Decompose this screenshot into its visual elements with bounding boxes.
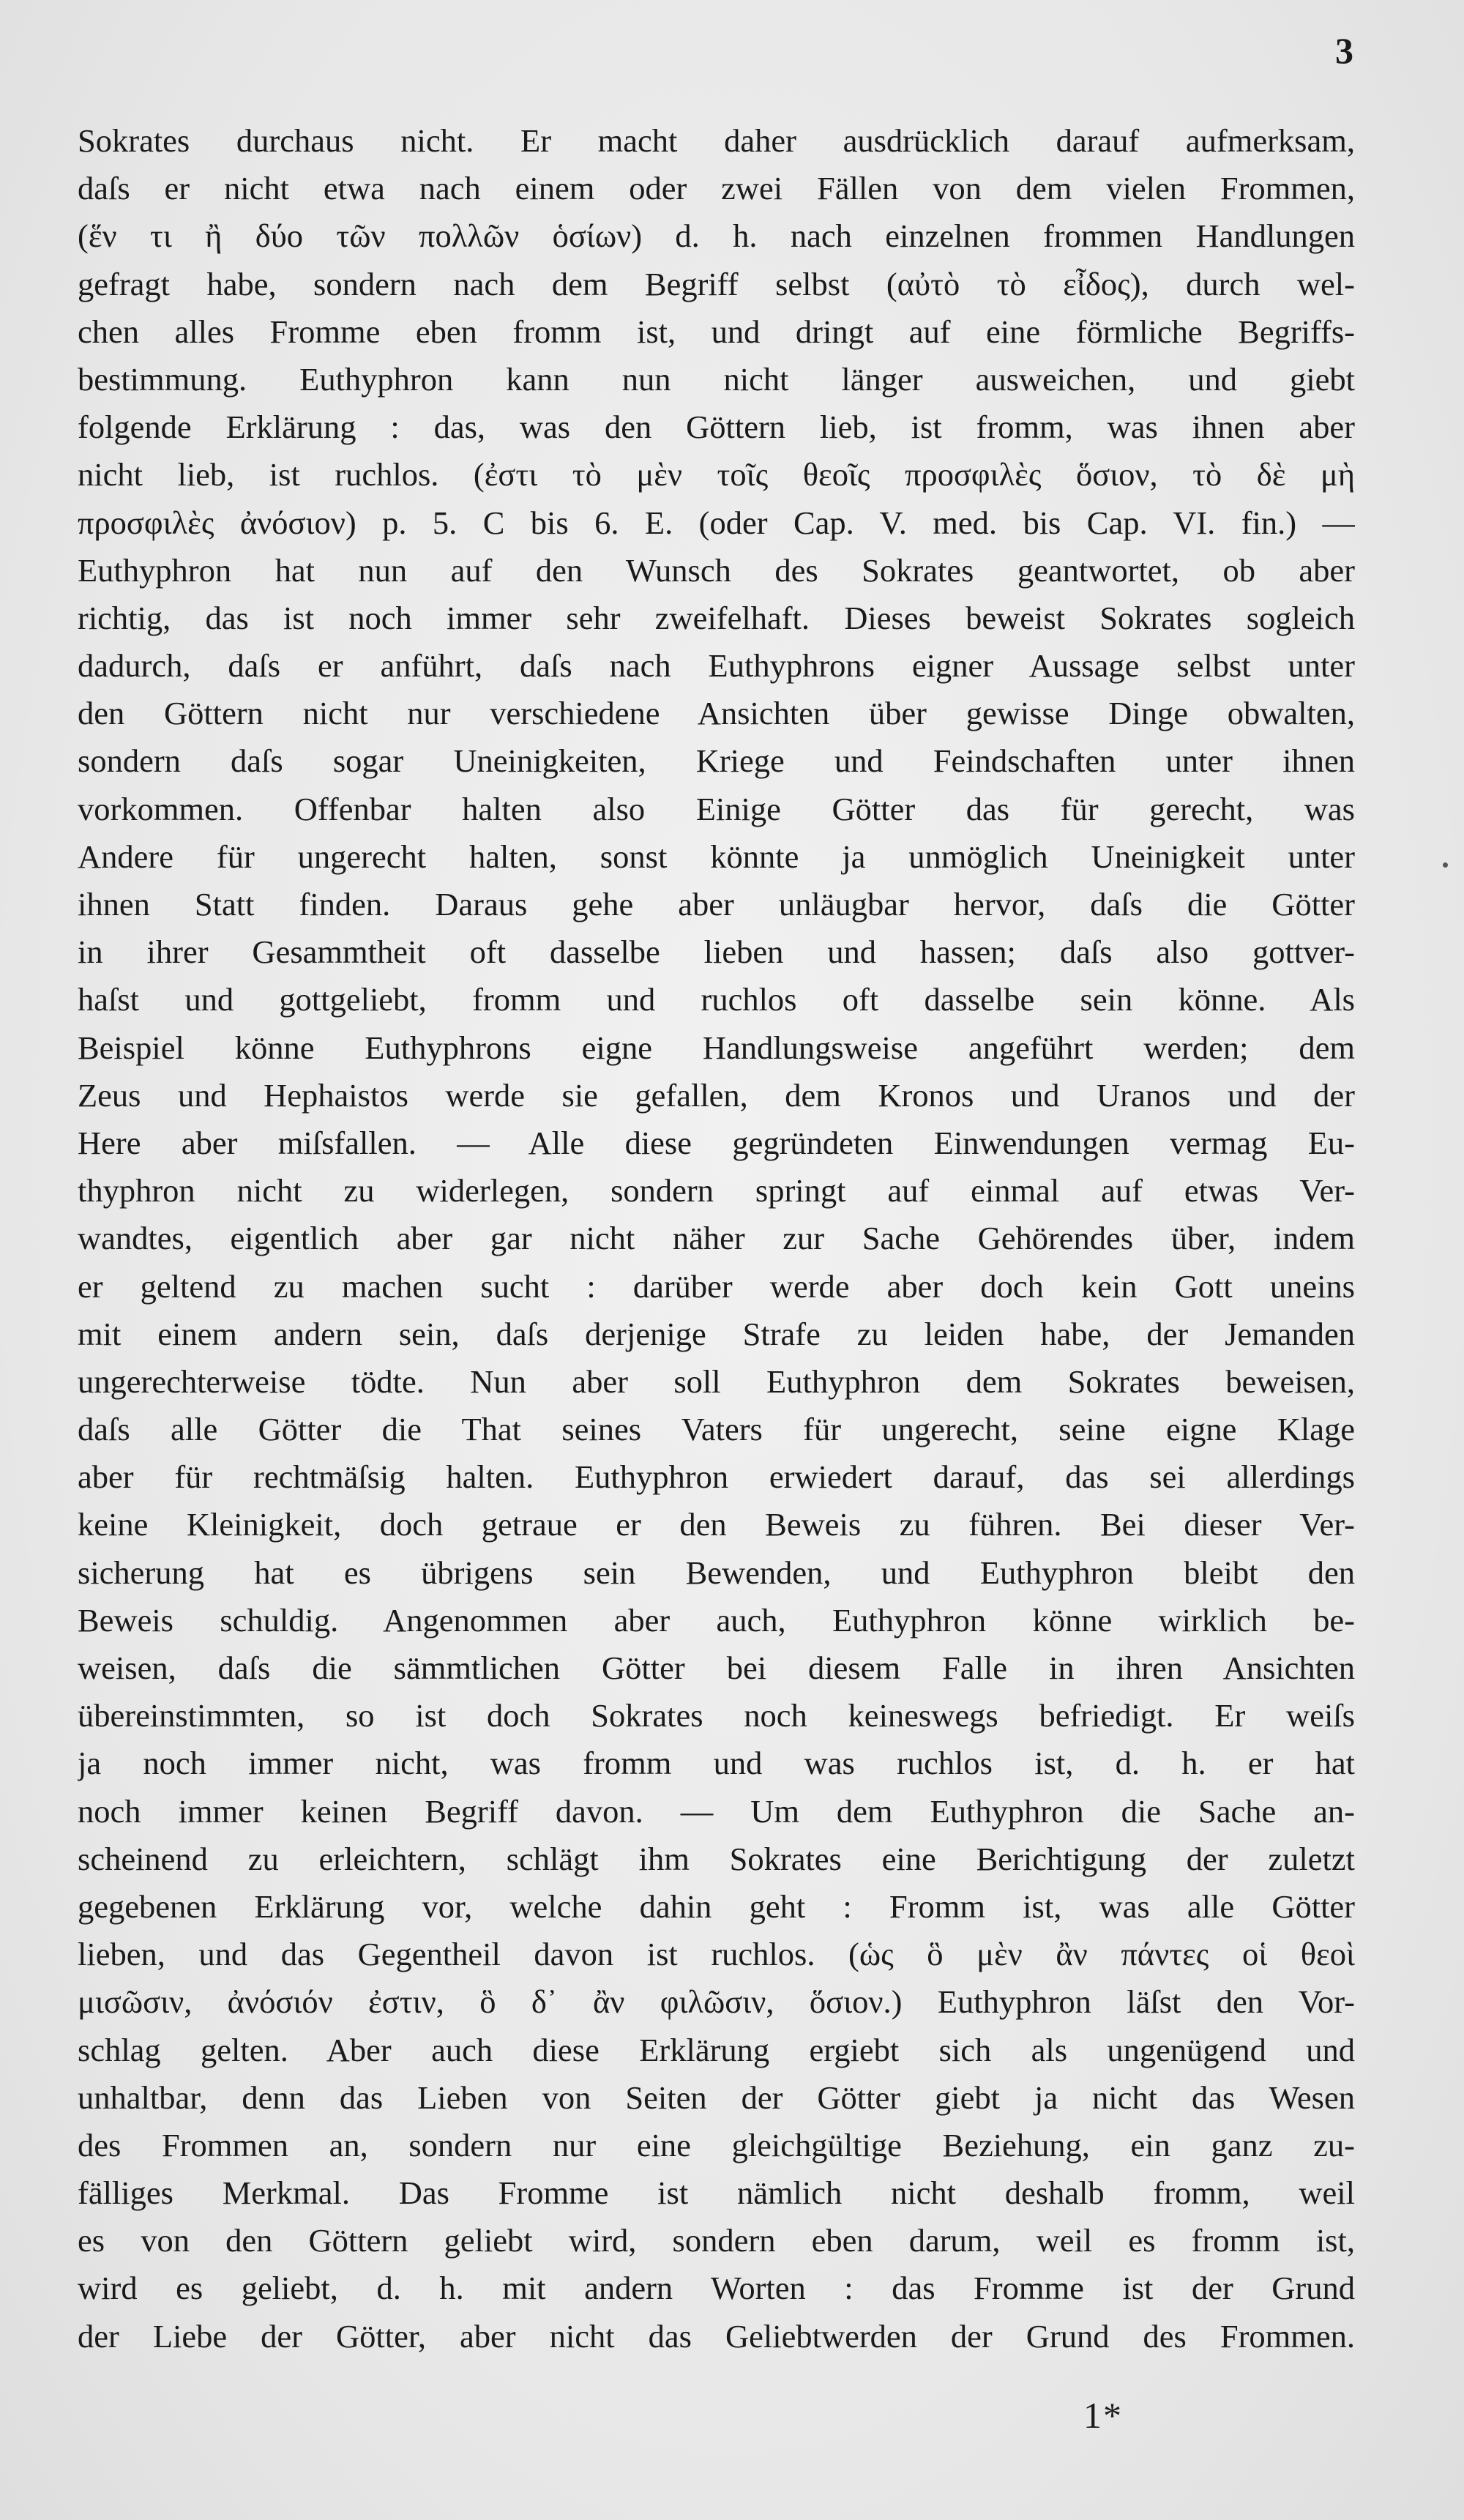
text-line: des Frommen an, sondern nur eine gleichgültige Beziehung, ein ganz zu-	[78, 2126, 1355, 2163]
text-line: keine Kleinigkeit, doch getraue er den Beweis zu führen. Bei dieser Ver-	[78, 1506, 1355, 1543]
text-line: thyphron nicht zu widerlegen, sondern springt auf einmal auf etwas Ver-	[78, 1172, 1355, 1209]
text-line: bestimmung. Euthyphron kann nun nicht länger ausweichen, und giebt	[78, 360, 1355, 398]
text-line: unhaltbar, denn das Lieben von Seiten der Götter giebt ja nicht das Wesen	[78, 2079, 1355, 2116]
text-line: noch immer keinen Begriff davon. — Um dem Euthyphron die Sache an-	[78, 1792, 1355, 1830]
text-line: ja noch immer nicht, was fromm und was ruchlos ist, d. h. er hat	[78, 1745, 1355, 1782]
text-line: daſs er nicht etwa nach einem oder zwei Fällen von dem vielen Frommen,	[78, 170, 1355, 207]
text-line: Here aber miſsfallen. — Alle diese gegründeten Einwendungen vermag Eu-	[78, 1124, 1355, 1161]
text-line: sondern daſs sogar Uneinigkeiten, Kriege und Feindschaften unter ihnen	[78, 742, 1355, 780]
text-line: gefragt habe, sondern nach dem Begriff selbst (αὐτὸ τὸ εἶδος), durch wel-	[78, 265, 1355, 302]
text-line: weisen, daſs die sämmtlichen Götter bei diesem Falle in ihren Ansichten	[78, 1649, 1355, 1686]
text-line: er geltend zu machen sucht : darüber werde aber doch kein Gott uneins	[78, 1267, 1355, 1305]
text-line: wird es geliebt, d. h. mit andern Worten : das Fromme ist der Grund	[78, 2270, 1355, 2307]
text-line: aber für rechtmäſsig halten. Euthyphron erwiedert darauf, das sei allerdings	[78, 1458, 1355, 1496]
text-line: übereinstimmten, so ist doch Sokrates noch keineswegs befriedigt. Er weiſs	[78, 1697, 1355, 1734]
text-line: dadurch, daſs er anführt, daſs nach Euthyphrons eigner Aussage selbst unter	[78, 647, 1355, 685]
text-line: es von den Göttern geliebt wird, sondern eben darum, weil es fromm ist,	[78, 2222, 1355, 2259]
text-line: lieben, und das Gegentheil davon ist ruchlos. (ὡς ὃ μὲν ἂν πάντες οἱ θεοὶ	[78, 1936, 1355, 1973]
text-line: daſs alle Götter die That seines Vaters für ungerecht, seine eigne Klage	[78, 1411, 1355, 1448]
text-line: ihnen Statt finden. Daraus gehe aber unläugbar hervor, daſs die Götter	[78, 886, 1355, 922]
text-line: schlag gelten. Aber auch diese Erklärung ergiebt sich als ungenügend und	[78, 2031, 1355, 2068]
page-number: 3	[1335, 30, 1354, 71]
text-line: Zeus und Hephaistos werde sie gefallen, dem Kronos und Uranos und der	[78, 1076, 1355, 1114]
text-line: chen alles Fromme eben fromm ist, und dringt auf eine förmliche Begriffs-	[78, 313, 1355, 350]
text-line: haſst und gottgeliebt, fromm und ruchlos oft dasselbe sein könne. Als	[78, 981, 1355, 1018]
text-line: Beispiel könne Euthyphrons eigne Handlungsweise angeführt werden; dem	[78, 1029, 1355, 1066]
text-line: nicht lieb, ist ruchlos. (ἐστι τὸ μὲν τοῖς θεοῖς προσφιλὲς ὅσιον, τὸ δὲ μὴ	[78, 456, 1355, 493]
ink-speck	[1443, 862, 1448, 868]
text-line: den Göttern nicht nur verschiedene Ansichten über gewisse Dinge obwalten,	[78, 695, 1355, 732]
text-line: fälliges Merkmal. Das Fromme ist nämlich nicht deshalb fromm, weil	[78, 2174, 1355, 2212]
text-line: gegebenen Erklärung vor, welche dahin geht : Fromm ist, was alle Götter	[78, 1887, 1355, 1925]
text-line: scheinend zu erleichtern, schlägt ihm Sokrates eine Berichtigung der zuletzt	[78, 1840, 1355, 1877]
text-line: Euthyphron hat nun auf den Wunsch des Sokrates geantwortet, ob aber	[78, 551, 1355, 589]
text-line: sicherung hat es übrigens sein Bewenden, und Euthyphron bleibt den	[78, 1554, 1355, 1591]
text-line: Sokrates durchaus nicht. Er macht daher ausdrücklich darauf aufmerksam,	[78, 122, 1355, 159]
text-line: der Liebe der Götter, aber nicht das Geliebtwerden der Grund des Frommen.	[78, 2317, 1355, 2355]
text-line: richtig, das ist noch immer sehr zweifelhaft. Dieses beweist Sokrates sogleich	[78, 599, 1355, 636]
text-line: mit einem andern sein, daſs derjenige Strafe zu leiden habe, der Jemanden	[78, 1315, 1355, 1352]
text-line: Beweis schuldig. Angenommen aber auch, Euthyphron könne wirklich be-	[78, 1601, 1355, 1639]
text-line: προσφιλὲς ἀνόσιον) p. 5. C bis 6. E. (oder Cap. V. med. bis Cap. VI. fin.) —	[78, 504, 1355, 541]
text-line: (ἕν τι ἢ δύο τῶν πολλῶν ὁσίων) d. h. nach einzelnen frommen Handlungen	[78, 217, 1355, 255]
text-line: μισῶσιν, ἀνόσιόν ἐστιν, ὃ δ᾽ ἂν φιλῶσιν, ὅσιον.) Euthyphron läſst den Vor-	[78, 1983, 1355, 2021]
text-line: ungerechterweise tödte. Nun aber soll Euthyphron dem Sokrates beweisen,	[78, 1362, 1355, 1400]
signature-mark: 1*	[1083, 2395, 1123, 2436]
text-line: vorkommen. Offenbar halten also Einige Götter das für gerecht, was	[78, 790, 1355, 827]
text-line: wandtes, eigentlich aber gar nicht näher zur Sache Gehörendes über, indem	[78, 1220, 1355, 1257]
body-text	[78, 117, 1355, 2360]
text-line: in ihrer Gesammtheit oft dasselbe lieben und hassen; daſs also gottver-	[78, 933, 1355, 971]
text-line: folgende Erklärung : das, was den Göttern lieb, ist fromm, was ihnen aber	[78, 409, 1355, 446]
text-line: Andere für ungerecht halten, sonst könnte ja unmöglich Uneinigkeit unter	[78, 838, 1355, 875]
